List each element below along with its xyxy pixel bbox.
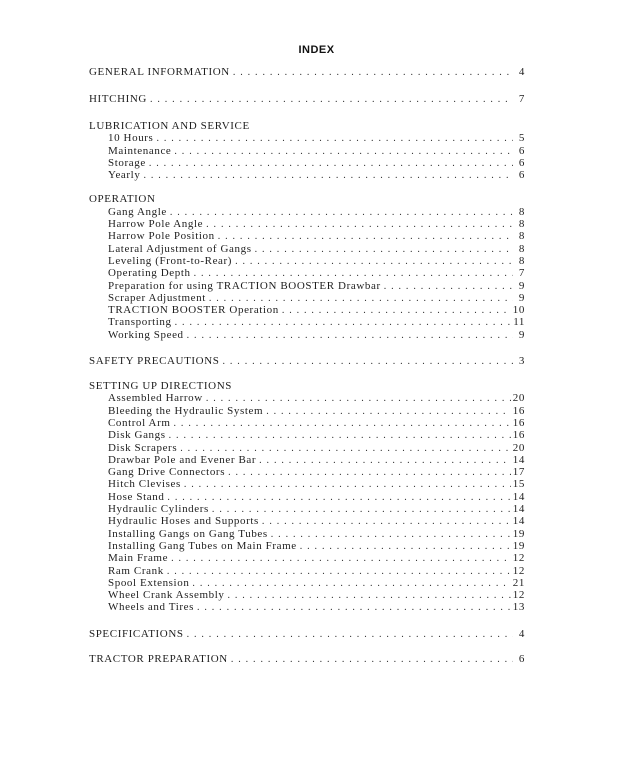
page-number: 10 (512, 304, 525, 317)
index-entry-label: Assembled Harrow (108, 392, 203, 405)
dot-leader (167, 566, 511, 577)
dot-leader (282, 305, 511, 316)
index-entry-label: Bleeding the Hydraulic System (108, 404, 264, 417)
page-number: 16 (512, 404, 525, 417)
page-number: 20 (512, 392, 525, 405)
index-entry-label: Lateral Adjustment of Gangs (108, 242, 252, 255)
index-entry (89, 601, 525, 613)
dot-leader (187, 330, 513, 341)
page-number: 15 (512, 478, 525, 491)
index-section (89, 193, 525, 341)
page-number: 12 (512, 589, 525, 602)
page-number: 19 (512, 527, 525, 540)
index-entry-label: Main Frame (108, 552, 169, 565)
index-entry-label: 10 Hours (108, 132, 154, 145)
index-heading: TRACTOR PREPARATION (89, 652, 228, 665)
dot-leader (206, 219, 513, 230)
dot-leader (228, 467, 511, 478)
page-number: 9 (518, 291, 525, 304)
index-entry-label: Disk Gangs (108, 429, 166, 442)
page-number: 13 (512, 601, 525, 614)
page-number: 11 (513, 316, 525, 329)
dot-leader (180, 443, 511, 454)
dot-leader (170, 207, 513, 218)
page-number: 5 (518, 132, 525, 145)
index-entry (89, 157, 525, 169)
page-number: 6 (518, 144, 525, 157)
page-number: 7 (518, 93, 525, 105)
dot-leader (259, 455, 511, 466)
index-entry (89, 628, 525, 641)
index-entry (89, 528, 525, 540)
page-number: 8 (518, 242, 525, 255)
dot-leader (143, 170, 513, 181)
index-section (89, 628, 525, 641)
index-entry-label: Wheel Crank Assembly (108, 589, 225, 602)
index-entry-label: Operating Depth (108, 267, 191, 280)
dot-leader (194, 268, 513, 279)
index-heading: GENERAL INFORMATION (89, 66, 230, 78)
dot-leader (150, 94, 513, 105)
index-heading: SETTING UP DIRECTIONS (89, 380, 232, 393)
page-number: 4 (518, 66, 525, 78)
page-number: 12 (512, 564, 525, 577)
dot-leader (206, 393, 511, 404)
index-entry-label: Maintenance (108, 144, 172, 157)
page-number: 19 (512, 539, 525, 552)
index-entry (89, 653, 525, 666)
index-entry (89, 355, 525, 368)
index-entry (89, 280, 525, 292)
dot-leader (174, 418, 511, 429)
index-section (89, 120, 525, 181)
page-number: 6 (518, 156, 525, 169)
page-number: 16 (512, 416, 525, 429)
index-entry (89, 392, 525, 404)
index-entry (89, 243, 525, 255)
index-entry (89, 589, 525, 601)
page-number: 8 (518, 218, 525, 231)
index-entry (89, 565, 525, 577)
page-number: 4 (518, 627, 525, 640)
index-entry-label: Storage (108, 156, 146, 169)
page-number: 16 (512, 429, 525, 442)
index-entry-label: Wheels and Tires (108, 601, 194, 614)
index-entry (89, 316, 525, 328)
index-entry-label: Working Speed (108, 328, 184, 341)
page-number: 8 (518, 205, 525, 218)
dot-leader (300, 541, 511, 552)
index-heading: LUBRICATION AND SERVICE (89, 120, 250, 132)
index-entry-label: Preparation for using TRACTION BOOSTER Drawbar (108, 279, 381, 292)
index-entry-label: Harrow Pole Position (108, 230, 215, 243)
dot-leader (218, 231, 513, 242)
dot-leader (192, 578, 510, 589)
page-number: 8 (518, 254, 525, 267)
dot-leader (384, 281, 513, 292)
dot-leader (266, 406, 511, 417)
index-entry (89, 442, 525, 454)
index-entry-label: Gang Angle (108, 205, 167, 218)
page-number: 14 (512, 453, 525, 466)
page-number: 14 (512, 503, 525, 516)
index-entry (89, 206, 525, 218)
index-entry-label: Transporting (108, 316, 172, 329)
index-entry (89, 132, 525, 144)
index-list (89, 66, 525, 666)
page-number: 9 (518, 328, 525, 341)
page-number: 9 (518, 279, 525, 292)
index-entry-label: Drawbar Pole and Evener Bar (108, 453, 257, 466)
dot-leader (197, 602, 511, 613)
page-number: 6 (518, 169, 525, 182)
index-entry-label: TRACTION BOOSTER Operation (108, 304, 279, 317)
dot-leader (171, 553, 511, 564)
page-number: 14 (512, 490, 525, 503)
dot-leader (174, 146, 513, 157)
dot-leader (184, 479, 511, 490)
dot-leader (209, 293, 513, 304)
dot-leader (169, 430, 511, 441)
index-entry (89, 417, 525, 429)
index-entry-label: Disk Scrapers (108, 441, 178, 454)
index-entry (89, 540, 525, 552)
index-entry (89, 466, 525, 478)
index-section (89, 355, 525, 368)
page-number: 21 (512, 576, 525, 589)
dot-leader (187, 629, 513, 640)
index-entry (89, 255, 525, 267)
index-entry-label: Spool Extension (108, 576, 190, 589)
index-entry (89, 304, 525, 316)
dot-leader (149, 158, 513, 169)
index-entry-label: Yearly (108, 169, 141, 182)
dot-leader (167, 492, 510, 503)
index-entry-label: Hitch Clevises (108, 478, 181, 491)
index-entry (89, 145, 525, 157)
page-title: INDEX (298, 44, 335, 56)
index-entry (89, 503, 525, 515)
index-entry-label: Scraper Adjustment (108, 291, 206, 304)
index-entry-label: Leveling (Front-to-Rear) (108, 254, 233, 267)
dot-leader (255, 244, 513, 255)
page-number: 8 (518, 230, 525, 243)
index-heading: SAFETY PRECAUTIONS (89, 355, 220, 368)
index-entry-label: Installing Gang Tubes on Main Frame (108, 539, 297, 552)
dot-leader (271, 529, 511, 540)
page-number: 20 (512, 441, 525, 454)
index-entry (89, 478, 525, 490)
index-section (89, 66, 525, 79)
index-section (89, 93, 525, 106)
index-section (89, 380, 525, 614)
index-heading: HITCHING (89, 93, 147, 105)
dot-leader (235, 256, 513, 267)
index-entry (89, 93, 525, 106)
dot-leader (262, 516, 511, 527)
index-entry-label: Installing Gangs on Gang Tubes (108, 527, 268, 540)
index-entry (89, 169, 525, 181)
index-entry-label: Control Arm (108, 416, 171, 429)
page-number: 7 (518, 267, 525, 280)
index-entry (89, 329, 525, 341)
dot-leader (212, 504, 511, 515)
index-entry-label: Ram Crank (108, 564, 164, 577)
index-entry (89, 552, 525, 564)
index-entry (89, 429, 525, 441)
index-entry (89, 230, 525, 242)
index-entry-label: Hydraulic Cylinders (108, 503, 209, 516)
page-number: 12 (512, 552, 525, 565)
index-entry-label: Harrow Pole Angle (108, 218, 204, 231)
dot-leader (231, 654, 513, 665)
page-number: 17 (512, 466, 525, 479)
dot-leader (233, 67, 513, 78)
index-heading: SPECIFICATIONS (89, 627, 184, 640)
page-number: 3 (518, 355, 525, 368)
page-number: 6 (518, 652, 525, 665)
index-entry-label: Hose Stand (108, 490, 165, 503)
index-entry (89, 218, 525, 230)
index-entry-label: Gang Drive Connectors (108, 466, 226, 479)
index-section (89, 653, 525, 666)
index-entry (89, 577, 525, 589)
index-entry (89, 454, 525, 466)
index-entry (89, 491, 525, 503)
dot-leader (156, 133, 513, 144)
index-entry (89, 515, 525, 527)
index-entry (89, 267, 525, 279)
dot-leader (223, 356, 514, 367)
index-heading: OPERATION (89, 193, 156, 206)
index-entry (89, 66, 525, 79)
page-number: 14 (512, 515, 525, 528)
index-entry (89, 292, 525, 304)
index-entry (89, 405, 525, 417)
dot-leader (175, 317, 512, 328)
dot-leader (227, 590, 510, 601)
index-entry-label: Hydraulic Hoses and Supports (108, 515, 259, 528)
